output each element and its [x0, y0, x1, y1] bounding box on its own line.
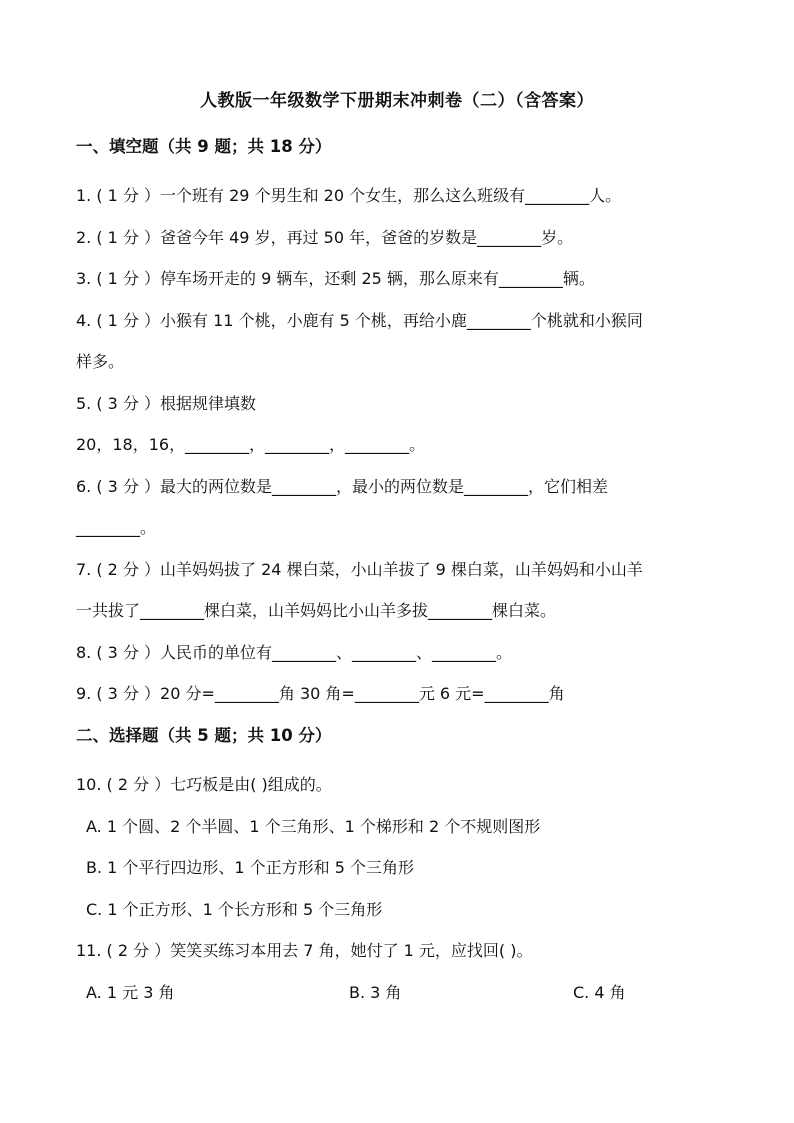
section-heading-multiple-choice: 二、选择题（共 5 题；共 10 分） — [76, 726, 332, 745]
question-2: 2. ( 1 分 ）爸爸今年 49 岁，再过 50 年，爸爸的岁数是________岁。 — [76, 228, 574, 247]
question-9: 9. ( 3 分 ）20 分=________角 30 角=________元 6 元=________角 — [76, 684, 565, 703]
question-6-line-1: 6. ( 3 分 ）最大的两位数是________，最小的两位数是________，它们相差 — [76, 477, 609, 496]
question-5-line-1: 5. ( 3 分 ）根据规律填数 — [76, 394, 257, 413]
question-1: 1. ( 1 分 ）一个班有 29 个男生和 20 个女生，那么这么班级有________人。 — [76, 186, 622, 205]
question-11-option-c: C. 4 角 — [573, 983, 626, 1002]
question-7-line-1: 7. ( 2 分 ）山羊妈妈拔了 24 棵白菜，小山羊拔了 9 棵白菜，山羊妈妈和小山羊 — [76, 560, 643, 579]
question-10-option-a: A. 1 个圆、2 个半圆、1 个三角形、1 个梯形和 2 个不规则图形 — [86, 817, 541, 836]
question-11-option-a: A. 1 元 3 角 — [86, 983, 175, 1002]
question-11-option-b: B. 3 角 — [349, 983, 402, 1002]
question-10: 10. ( 2 分 ）七巧板是由( )组成的。 — [76, 775, 332, 794]
question-3: 3. ( 1 分 ）停车场开走的 9 辆车，还剩 25 辆，那么原来有________辆。 — [76, 269, 595, 288]
section-heading-fill-blank: 一、填空题（共 9 题；共 18 分） — [76, 137, 332, 156]
question-4-line-2: 样多。 — [76, 352, 125, 371]
question-11: 11. ( 2 分 ）笑笑买练习本用去 7 角，她付了 1 元，应找回( )。 — [76, 941, 533, 960]
question-4-line-1: 4. ( 1 分 ）小猴有 11 个桃，小鹿有 5 个桃，再给小鹿________个桃就和小猴同 — [76, 311, 643, 330]
page-title: 人教版一年级数学下册期末冲刺卷（二）（含答案） — [200, 91, 594, 111]
question-5-line-2: 20，18，16，________，________，________。 — [76, 435, 426, 454]
question-6-line-2: ________。 — [76, 518, 157, 537]
question-8: 8. ( 3 分 ）人民币的单位有________、________、________。 — [76, 643, 513, 662]
question-7-line-2: 一共拔了________棵白菜，山羊妈妈比小山羊多拔________棵白菜。 — [76, 601, 557, 620]
question-10-option-c: C. 1 个正方形、1 个长方形和 5 个三角形 — [86, 900, 383, 919]
question-10-option-b: B. 1 个平行四边形、1 个正方形和 5 个三角形 — [86, 858, 415, 877]
